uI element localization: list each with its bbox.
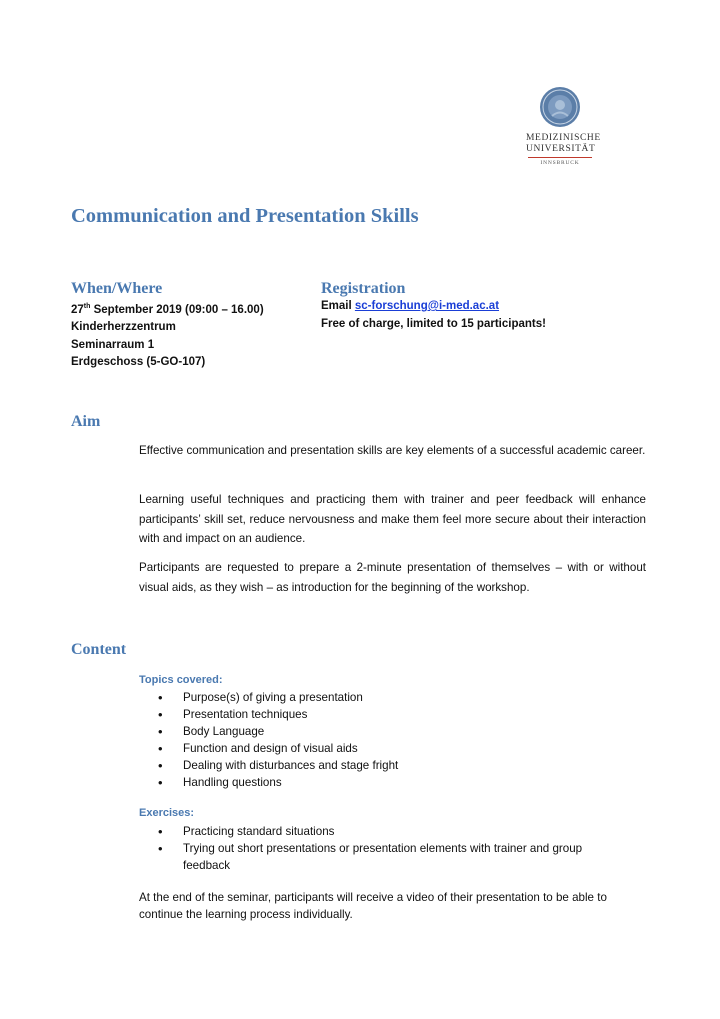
- list-item: • Purpose(s) of giving a presentation: [139, 689, 639, 706]
- exercises-list: [139, 823, 629, 874]
- aim-paragraph: Participants are requested to prepare a 2-minute presentation of themselves – with or without visual aids, as they wish – as introduction for the beginning of the workshop.: [139, 561, 646, 594]
- logo-divider: [528, 157, 592, 158]
- location-line: Seminarraum 1: [71, 338, 155, 351]
- list-item: • Body Language: [139, 723, 639, 740]
- list-item: • Dealing with disturbances and stage fright: [139, 757, 639, 774]
- email-label: Email: [321, 300, 355, 312]
- university-seal-icon: [539, 86, 581, 128]
- list-item: • Handling questions: [139, 774, 639, 791]
- list-item: • Presentation techniques: [139, 706, 639, 723]
- when-where-heading: When/Where: [71, 280, 163, 297]
- when-where-block: [71, 298, 264, 372]
- aim-paragraph: Learning useful techniques and practicing them with trainer and peer feedback will enhance participants’ skill set, reduce nervousness and make them feel more secure about their interaction with and impact on an audience.: [139, 493, 646, 545]
- event-date: [71, 298, 264, 319]
- location-line: Erdgeschoss (5-GO-107): [71, 356, 206, 369]
- list-item: • Practicing standard situations: [139, 823, 629, 840]
- registration-note: Free of charge, limited to 15 participants!: [321, 317, 546, 330]
- topics-list: [139, 689, 639, 791]
- closing-paragraph: At the end of the seminar, participants will receive a video of their presentation to be able to continue the learning process individually.: [139, 891, 607, 921]
- date-day: 27: [71, 303, 84, 316]
- location-line: Kinderherzzentrum: [71, 321, 176, 334]
- date-suffix: th: [83, 303, 91, 310]
- exercises-label: Exercises:: [139, 807, 195, 819]
- date-time: September 2019 (09:00 – 16.00): [90, 303, 264, 316]
- content-heading: Content: [71, 641, 127, 658]
- list-item: • Trying out short presentations or presentation elements with trainer and group feedback: [139, 840, 629, 874]
- page-title: Communication and Presentation Skills: [71, 205, 419, 227]
- topics-label: Topics covered:: [139, 674, 223, 686]
- logo-line-1: MEDIZINISCHE: [526, 133, 601, 143]
- registration-heading: Registration: [321, 280, 406, 297]
- email-line: [321, 298, 546, 316]
- list-item: • Function and design of visual aids: [139, 740, 639, 757]
- university-logo: [526, 86, 601, 166]
- aim-paragraph: Effective communication and presentation skills are key elements of a successful academic career.: [139, 444, 646, 457]
- logo-line-3: INNSBRUCK: [540, 160, 580, 166]
- logo-line-2: UNIVERSITÄT: [526, 144, 596, 154]
- aim-heading: Aim: [71, 413, 101, 430]
- email-link[interactable]: sc-forschung@i-med.ac.at: [354, 300, 500, 312]
- registration-block: [321, 298, 546, 333]
